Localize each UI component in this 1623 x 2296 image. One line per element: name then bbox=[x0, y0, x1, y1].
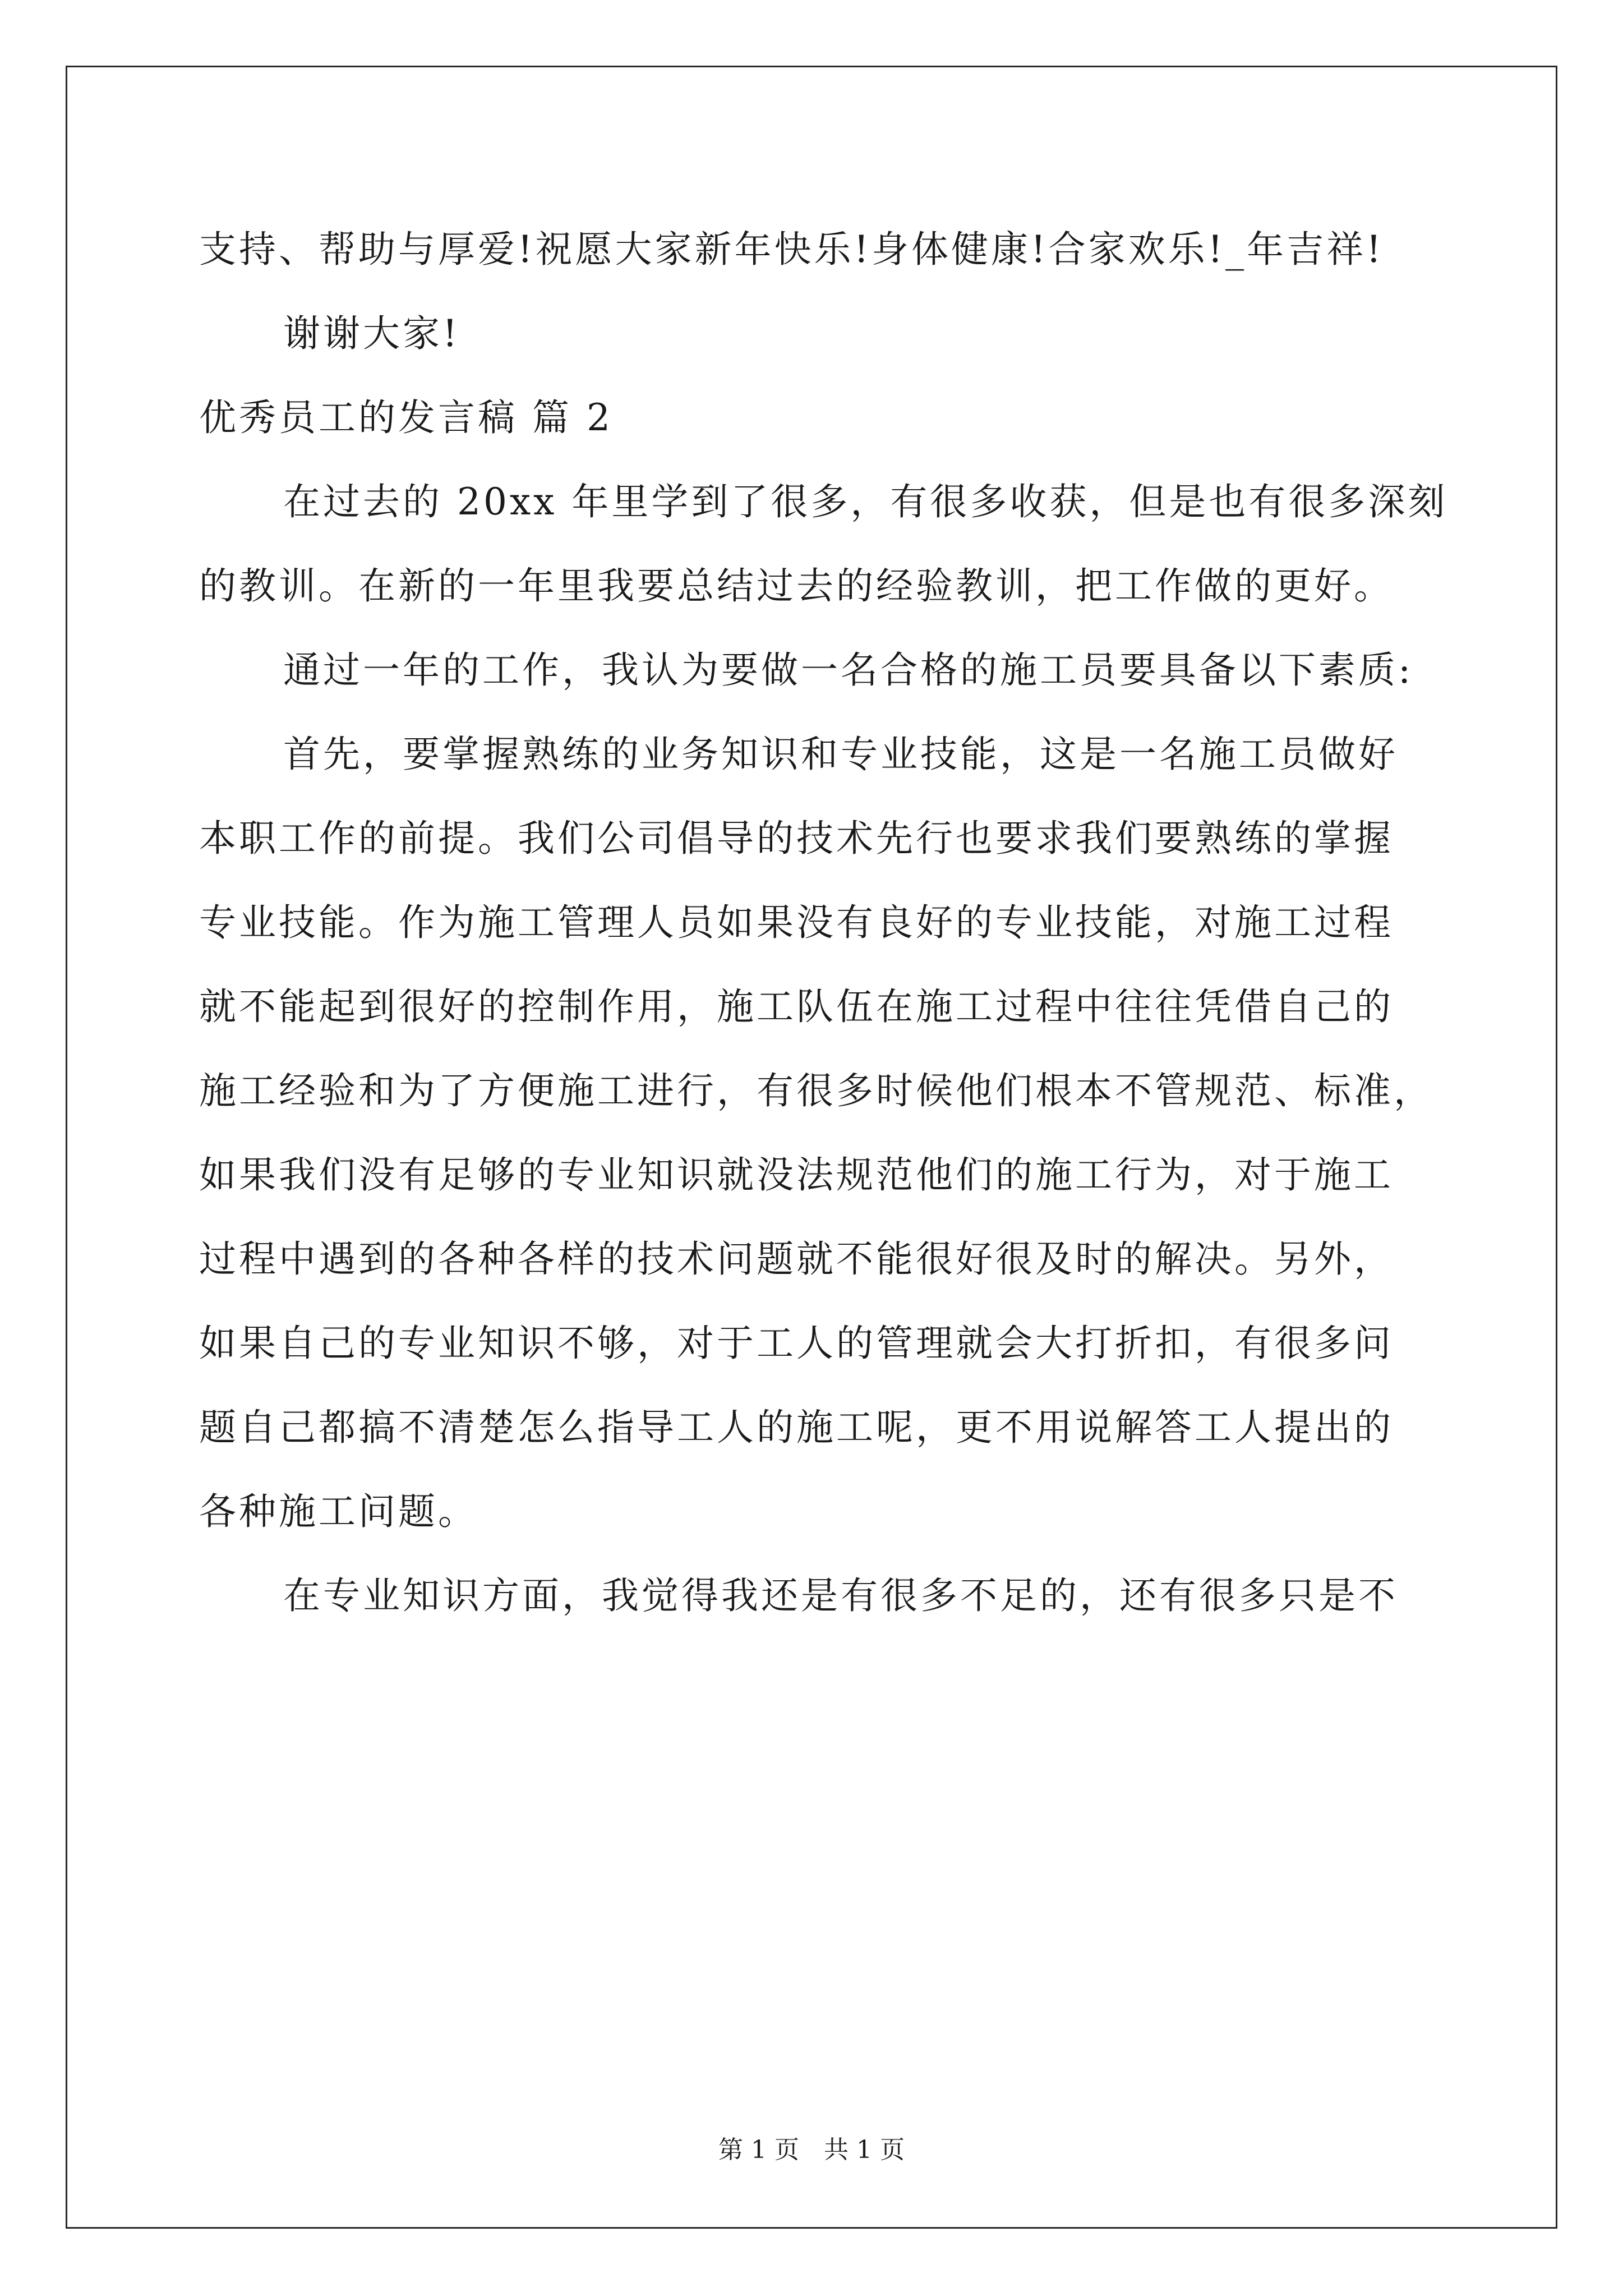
page-number: 第 1 页 共 1 页 bbox=[718, 2136, 905, 2164]
text-line: 通过一年的工作，我认为要做一名合格的施工员要具备以下素质: bbox=[283, 648, 1414, 692]
section-heading: 优秀员工的发言稿 篇 2 bbox=[199, 396, 613, 439]
text-line: 如果自己的专业知识不够，对于工人的管理就会大打折扣，有很多问 bbox=[199, 1322, 1394, 1365]
text-line: 谢谢大家! bbox=[283, 312, 460, 355]
page-border bbox=[66, 66, 1557, 2229]
text-line: 施工经验和为了方便施工进行，有很多时候他们根本不管规范、标准， bbox=[199, 1069, 1433, 1112]
text-line: 就不能起到很好的控制作用，施工队伍在施工过程中往往凭借自己的 bbox=[199, 985, 1394, 1028]
text-line: 专业技能。作为施工管理人员如果没有良好的专业技能，对施工过程 bbox=[199, 901, 1394, 944]
text-line: 过程中遇到的各种各样的技术问题就不能很好很及时的解决。另外， bbox=[199, 1237, 1394, 1281]
text-line: 如果我们没有足够的专业知识就没法规范他们的施工行为，对于施工 bbox=[199, 1153, 1394, 1197]
text-line: 题自己都搞不清楚怎么指导工人的施工呢，更不用说解答工人提出的 bbox=[199, 1406, 1394, 1449]
text-line: 在过去的 20xx 年里学到了很多，有很多收获，但是也有很多深刻 bbox=[283, 480, 1448, 523]
text-line: 的教训。在新的一年里我要总结过去的经验教训，把工作做的更好。 bbox=[199, 564, 1394, 608]
text-line: 本职工作的前提。我们公司倡导的技术先行也要求我们要熟练的掌握 bbox=[199, 817, 1394, 860]
text-line: 在专业知识方面，我觉得我还是有很多不足的，还有很多只是不 bbox=[283, 1574, 1398, 1617]
text-line: 支持、帮助与厚爱!祝愿大家新年快乐!身体健康!合家欢乐!_年吉祥! bbox=[199, 228, 1384, 271]
text-line: 各种施工问题。 bbox=[199, 1490, 478, 1533]
text-line: 首先，要掌握熟练的业务知识和专业技能，这是一名施工员做好 bbox=[283, 733, 1398, 776]
